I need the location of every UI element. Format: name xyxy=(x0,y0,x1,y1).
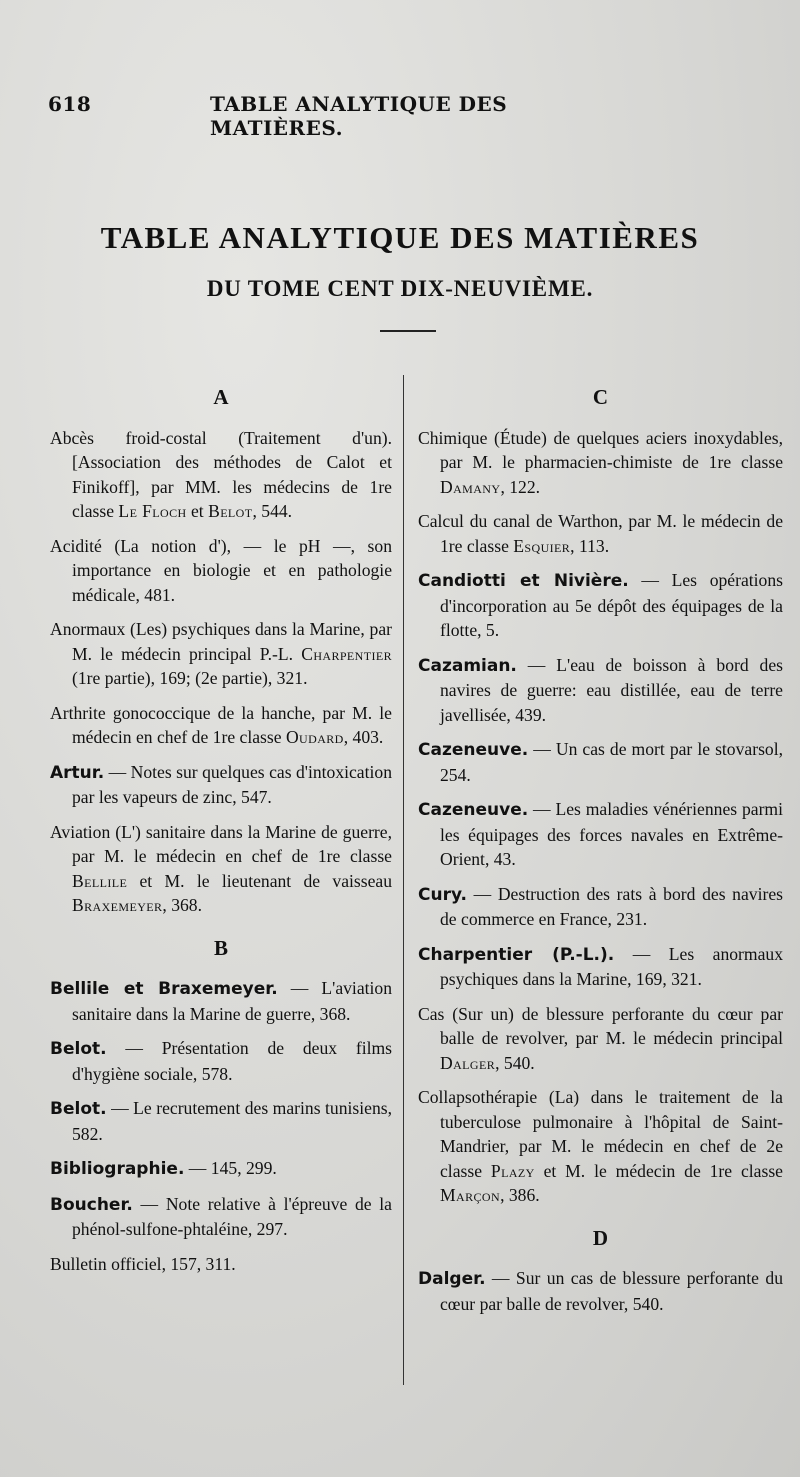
entry-page-ref: , 113. xyxy=(570,535,610,556)
index-entry xyxy=(418,942,783,992)
entry-author: Marçon xyxy=(440,1185,501,1205)
index-entry xyxy=(50,1252,392,1277)
index-entry xyxy=(418,568,783,643)
entry-text: Calcul du canal de Warthon, par M. le médecin de 1re classe xyxy=(418,511,783,556)
left-column xyxy=(50,385,392,1286)
entry-page-ref: , 540. xyxy=(495,1052,535,1073)
entry-text: Collapsothérapie (La) dans le traitement de la tuberculose pulmonaire à l'hôpital de Saint-Mandrier, par M. le médecin en chef de 2e classe xyxy=(418,1087,783,1181)
running-title: TABLE ANALYTIQUE DES MATIÈRES. xyxy=(210,92,508,140)
entry-heading: Cazamian. xyxy=(418,655,517,676)
index-entry xyxy=(418,797,783,872)
document-subtitle: DU TOME CENT DIX-NEUVIÈME. xyxy=(206,276,594,301)
entry-text: Aviation (L') sanitaire dans la Marine de guerre, par M. le médecin en chef de 1re classe xyxy=(50,821,392,866)
entry-page-ref: , 368. xyxy=(162,895,202,915)
section-letter-a: A xyxy=(213,385,229,409)
index-entry xyxy=(50,534,392,608)
entry-author: Belot xyxy=(208,501,253,521)
entry-text: Arthrite gonococcique de la hanche, par M. le médecin en chef de 1re classe xyxy=(50,702,392,747)
entry-text: — Présentation de deux films d'hygiène sociale, 578. xyxy=(72,1038,392,1084)
entry-text: — Un cas de mort par le stovarsol, 254. xyxy=(440,739,783,785)
entry-heading: Cury. xyxy=(418,884,467,905)
entry-text: — Les maladies vénériennes parmi les équipages des forces navales en Extrême-Orient, 43. xyxy=(440,799,783,869)
section-letter-b: B xyxy=(213,935,228,960)
entry-heading: Charpentier (P.-L.). xyxy=(418,944,615,965)
entry-author: Oudard xyxy=(285,727,344,747)
entry-heading: Bibliographie. xyxy=(50,1159,185,1179)
entry-author: Damany xyxy=(440,476,501,497)
index-entry xyxy=(418,426,783,500)
entry-text: Chimique (Étude) de quelques aciers inoxydables, par M. le pharmacien-chimiste de 1re classe xyxy=(418,427,783,472)
index-entry xyxy=(50,701,392,750)
index-entry xyxy=(418,737,783,787)
entry-text: — Note relative à l'épreuve de la phénol-sulfone-phtaléine, 297. xyxy=(72,1193,392,1239)
right-column xyxy=(418,385,783,1326)
entry-text: — Notes sur quelques cas d'intoxication par les vapeurs de zinc, 547. xyxy=(72,761,392,807)
entry-heading: Artur. xyxy=(50,762,105,783)
page-number: 618 xyxy=(48,92,92,116)
entry-heading: Bellile et Braxemeyer. xyxy=(50,979,278,999)
entry-author: Le Floch xyxy=(118,501,187,521)
entry-text: — L'eau de boisson à bord des navires de guerre: eau distillée, eau de terre javellisée, 439. xyxy=(440,654,783,725)
entry-text: — Les anormaux psychiques dans la Marine, 169, 321. xyxy=(440,943,783,989)
index-entry xyxy=(50,760,392,810)
index-entry xyxy=(418,1002,783,1076)
entry-author: Charpentier xyxy=(301,643,392,664)
entry-heading: Boucher. xyxy=(50,1194,133,1215)
entry-page-ref: , 386. xyxy=(500,1185,540,1205)
title-rule xyxy=(380,330,436,332)
column-divider xyxy=(403,375,404,1385)
entry-text: — Sur un cas de blessure perforante du cœur par balle de revolver, 540. xyxy=(440,1268,783,1314)
index-entry xyxy=(50,1192,392,1242)
index-entry xyxy=(50,1036,392,1086)
index-entry xyxy=(418,653,783,728)
entry-author: Plazy xyxy=(490,1160,535,1181)
entry-text: et M. le médecin de 1re classe xyxy=(534,1160,783,1181)
document-title: TABLE ANALYTIQUE DES MATIÈRES xyxy=(100,220,700,255)
entry-page-ref: , 122. xyxy=(500,476,541,497)
entry-text: — Destruction des rats à bord des navires de commerce en France, 231. xyxy=(440,883,783,929)
index-entry xyxy=(418,1085,783,1208)
section-b-entries xyxy=(50,976,392,1276)
entry-text: — L'aviation sanitaire dans la Marine de guerre, 368. xyxy=(72,978,393,1024)
section-d-entries xyxy=(418,1266,783,1316)
entry-text: — Le recrutement des marins tunisiens, 582. xyxy=(72,1098,392,1144)
index-entry xyxy=(50,426,392,524)
entry-text: — Les opérations d'incorporation au 5e dépôt des équipages de la flotte, 5. xyxy=(440,570,783,640)
entry-text: Cas (Sur un) de blessure perforante du cœur par balle de revolver, par M. le médecin principal xyxy=(418,1003,783,1048)
index-entry xyxy=(50,820,392,918)
entry-heading: Belot. xyxy=(50,1099,107,1119)
entry-author: Esquier xyxy=(513,535,571,556)
entry-heading: Cazeneuve. xyxy=(418,740,529,760)
section-letter-c: C xyxy=(592,385,609,409)
entry-text: Bulletin officiel, 157, 311. xyxy=(50,1253,236,1274)
entry-heading: Candiotti et Nivière. xyxy=(418,571,629,591)
entry-text: et M. le lieutenant de vaisseau xyxy=(127,870,392,891)
entry-text: Abcès froid-costal (Traitement d'un). [Association des méthodes de Calot et Finikoff], par MM. les médecins de 1re classe xyxy=(50,427,392,521)
section-a-entries xyxy=(50,426,392,918)
entry-heading: Dalger. xyxy=(418,1269,486,1289)
index-entry xyxy=(50,1156,392,1182)
index-entry xyxy=(418,882,783,932)
entry-text: — 145, 299. xyxy=(184,1158,277,1178)
entry-page-ref: , 403. xyxy=(343,727,384,747)
entry-author: Bellile xyxy=(72,870,128,891)
entry-heading: Belot. xyxy=(50,1039,107,1059)
entry-heading: Cazeneuve. xyxy=(418,800,529,820)
section-letter-d: D xyxy=(592,1225,609,1250)
index-entry xyxy=(418,509,783,558)
entry-text: et xyxy=(186,501,209,521)
entry-page-ref: , 544. xyxy=(252,501,293,521)
entry-author: Dalger xyxy=(440,1052,496,1073)
index-entry xyxy=(50,976,392,1026)
entry-text: Anormaux (Les) psychiques dans la Marine, par M. le médecin principal P.-L. xyxy=(50,619,392,664)
entry-author: Braxemeyer xyxy=(72,895,163,915)
entry-page-ref: (1re partie), 169; (2e partie), 321. xyxy=(72,668,308,688)
index-entry xyxy=(418,1266,783,1316)
entry-text: Acidité (La notion d'), — le pH —, son importance en biologie et en pathologie médicale, 481. xyxy=(50,535,392,605)
section-c-entries xyxy=(418,426,783,1208)
index-entry xyxy=(50,1096,392,1146)
index-entry xyxy=(50,617,392,691)
